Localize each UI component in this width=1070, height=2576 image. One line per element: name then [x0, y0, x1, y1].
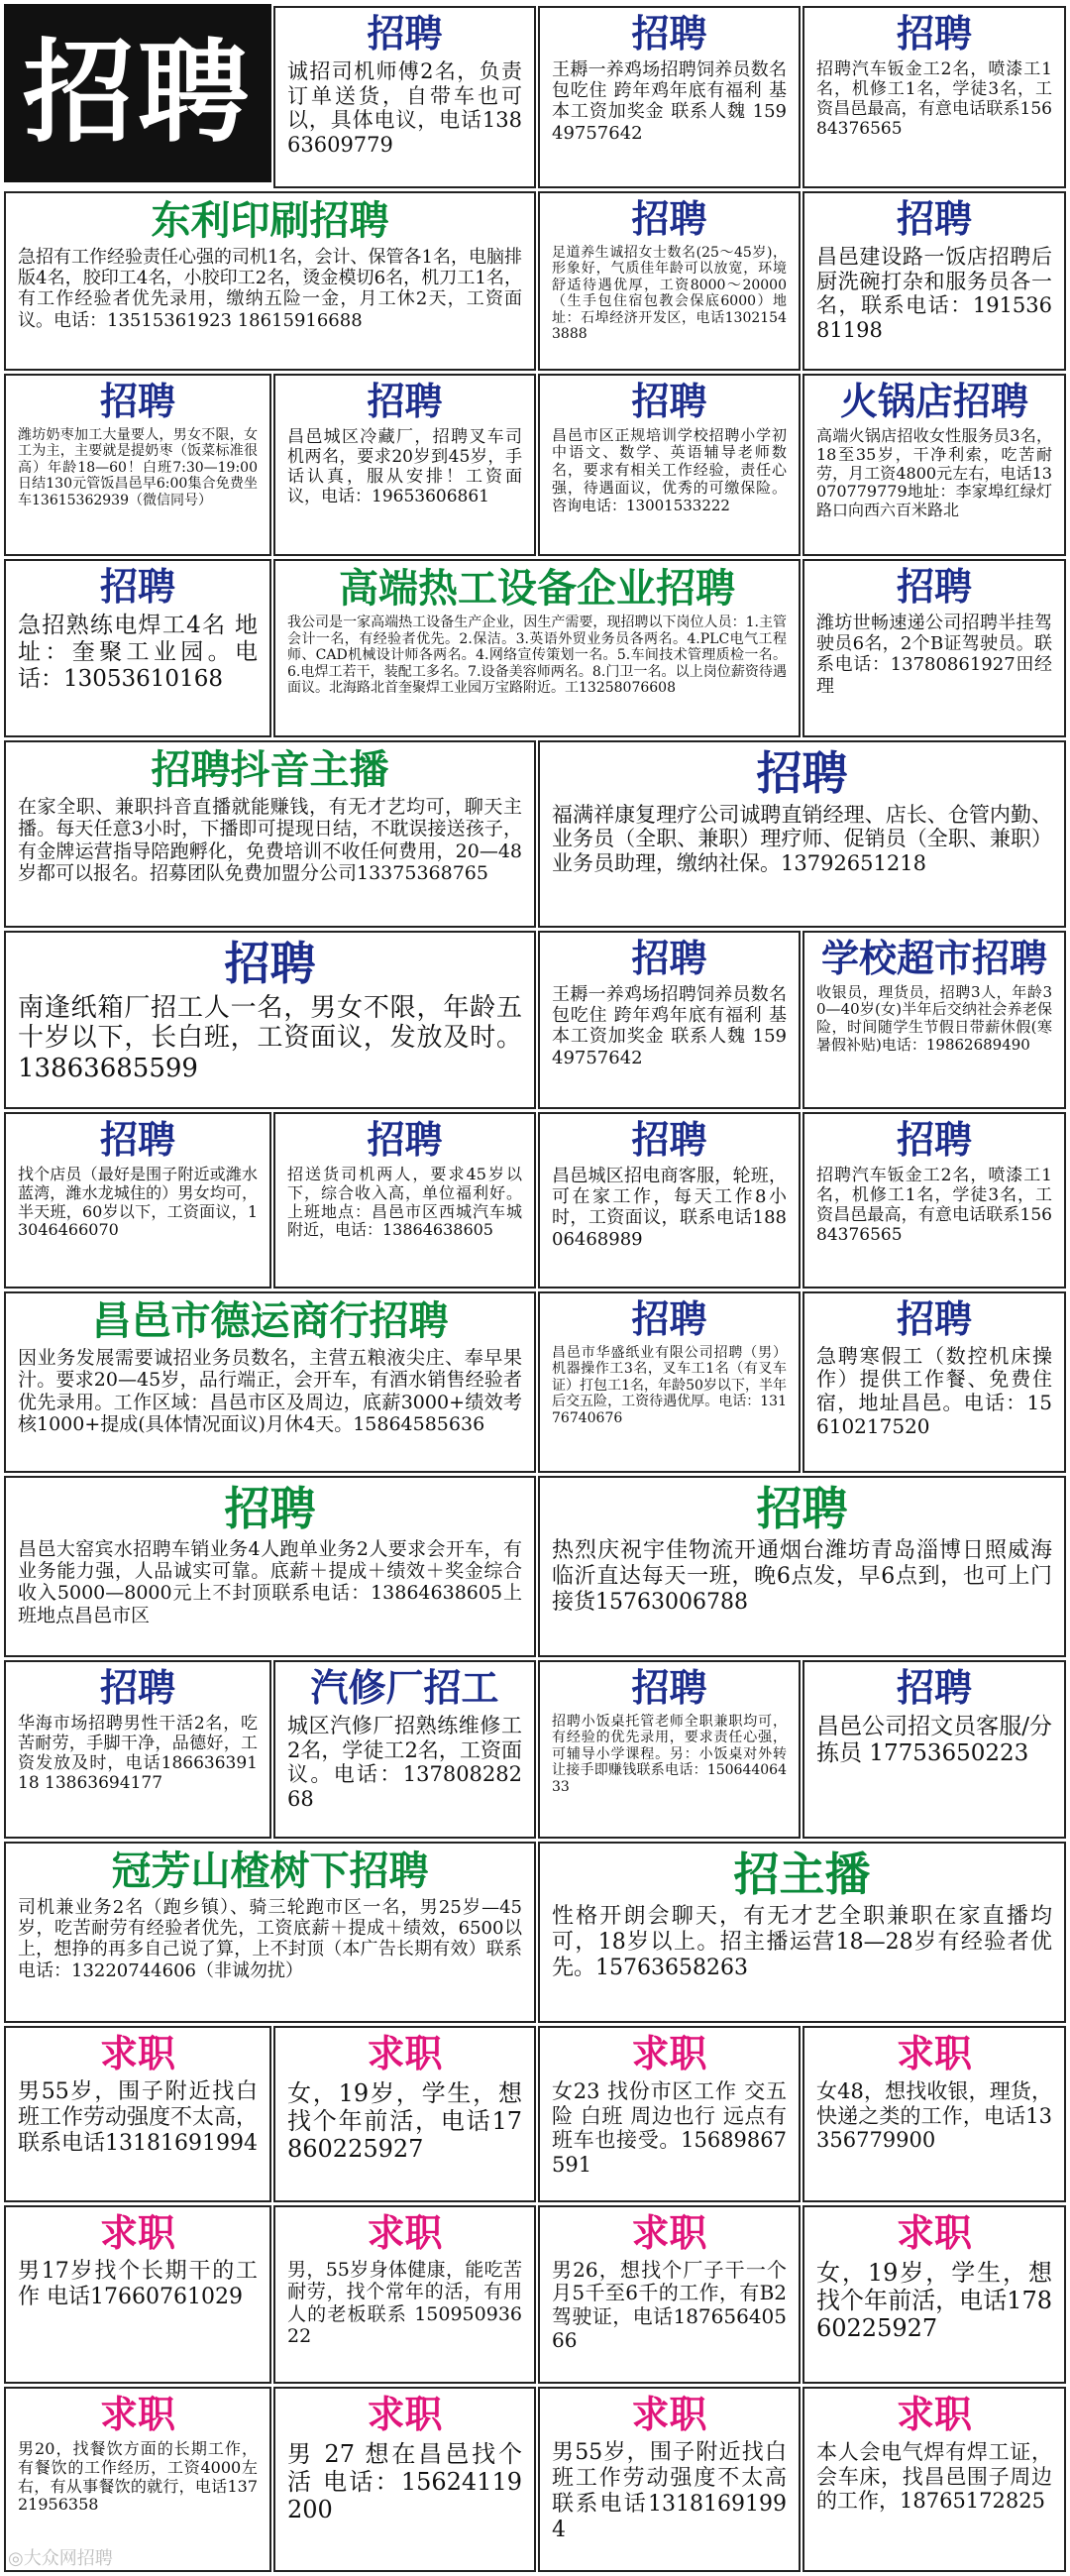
ad-26-title: 招聘: [224, 1484, 316, 1534]
ad-24-body: 昌邑市华盛纸业有限公司招聘（男）机器操作工3名，叉车工1名（有叉车证）打包工1名，年龄50岁以下，半年后交五险，工资待遇优厚。电话：13176740676: [552, 1344, 787, 1426]
ad-3-body: 招聘汽车钣金工2名，喷漆工1名，机修工1名，学徒3名，工资昌邑最高，有意电话联系15684376565: [816, 58, 1052, 139]
ad-25-body: 急聘寒假工（数控机床操作）提供工作餐、免费住宿，地址昌邑。电话：15610217520: [816, 1343, 1052, 1438]
job-seeker-6-body: 男，55岁身体健康，能吃苦耐劳，找个常年的活，有用人的老板联系 15095093622: [287, 2258, 522, 2348]
ad-5[interactable]: [538, 191, 801, 371]
watermark: ◎大众网招聘: [8, 2548, 113, 2569]
ad-19[interactable]: [4, 1112, 271, 1288]
ad-29-title: 汽修厂招工: [310, 1668, 499, 1710]
job-seeker-3-title: 求职: [631, 2034, 707, 2075]
job-seeker-12[interactable]: [802, 2387, 1066, 2572]
ad-22-title: 招聘: [896, 1120, 972, 1162]
ad-11-title: 招聘: [99, 567, 175, 609]
ad-16[interactable]: [4, 931, 536, 1109]
job-seeker-1[interactable]: [4, 2026, 271, 2202]
job-seeker-6-title: 求职: [367, 2213, 443, 2255]
ad-8[interactable]: [273, 374, 536, 556]
ad-19-body: 找个店员（最好是围子附近或潍水蓝湾，潍水龙城住的）男女均可，半天班，60岁以下，工资面议，13046466070: [18, 1164, 258, 1240]
ad-31-title: 招聘: [896, 1668, 972, 1710]
job-seeker-2[interactable]: [273, 2026, 536, 2202]
ad-17-body: 王耨一养鸡场招聘饲养员数名 包吃住 跨年鸡年底有福利 基本工资加奖金 联系人魏 15949757642: [552, 983, 787, 1068]
job-seeker-5-body: 男17岁找个长期干的工作 电话17660761029: [18, 2258, 258, 2309]
ad-6-body: 昌邑建设路一饭店招聘后厨洗碗打杂和服务员各一名，联系电话：19153681198: [816, 244, 1052, 343]
ad-27-body: 热烈庆祝宇佳物流开通烟台潍坊青岛淄博日照威海临沂直达每天一班，晚6点发，早6点到，也可上门接货15763006788: [552, 1537, 1052, 1615]
ad-24-title: 招聘: [631, 1299, 707, 1341]
ad-9-body: 昌邑市区正规培训学校招聘小学初中语文、数学、英语辅导老师数名，要求有相关工作经验，责任心强，待遇面议，优秀的可缴保险。咨询电话：13001533222: [552, 425, 787, 514]
ad-28[interactable]: [4, 1660, 271, 1839]
ad-16-body: 南逢纸箱厂招工人一名，男女不限，年龄五十岁以下，长白班，工资面议，发放及时。13863685599: [18, 992, 522, 1083]
ad-10-body: 高端火锅店招收女性服务员3名，18至35岁，干净利索，吃苦耐劳，月工资4800元左右，电话13070779779地址：李家埠红绿灯路口向西六百米路北: [816, 425, 1052, 520]
ad-18-body: 收银员，理货员，招聘3人，年龄30—40岁(女)半年后交纳社会养老保险，时间随学生节假日带薪休假(寒暑假补贴)电话：19862689490: [816, 982, 1052, 1054]
ad-5-body: 足道养生诚招女士数名(25～45岁)，形象好，气质佳年龄可以放宽，环境舒适待遇优厚，工资8000～20000（生手包住宿包教会保底6000）地址：石埠经济开发区，电话13021543888: [552, 244, 787, 343]
ad-27-title: 招聘: [756, 1484, 848, 1534]
ad-3-title: 招聘: [896, 14, 972, 56]
ad-20-body: 招送货司机两人，要求45岁以下，综合收入高，单位福利好。上班地点：昌邑市区西城汽车城附近，电话：13864638605: [287, 1164, 522, 1240]
ad-28-title: 招聘: [99, 1668, 175, 1710]
ad-17-title: 招聘: [631, 939, 707, 980]
ad-18[interactable]: [802, 931, 1066, 1109]
ad-4-body: 急招有工作经验责任心强的司机1名，会计、保管各1名，电脑排版4名，胶印工4名，小胶印工2名，烫金模切6名，机刀工1名，有工作经验者优先录用，缴纳五险一金，月工休2天，工资面议。电话：13515361923 18615916688: [18, 247, 522, 331]
ad-13[interactable]: [802, 559, 1066, 737]
ad-17[interactable]: [538, 931, 801, 1109]
ad-25[interactable]: [802, 1291, 1066, 1473]
ad-6[interactable]: [802, 191, 1066, 371]
ad-2-title: 招聘: [631, 14, 707, 56]
ad-20[interactable]: [273, 1112, 536, 1288]
ad-2-body: 王耨一养鸡场招聘饲养员数名 包吃住 跨年鸡年底有福利 基本工资加奖金 联系人魏 15949757642: [552, 58, 787, 144]
ad-32-body: 司机兼业务2名（跑乡镇）、骑三轮跑市区一名，男25岁—45岁，吃苦耐劳有经验者优先，工资底薪＋提成＋绩效，6500以上，想挣的再多自己说了算，上不封顶（本广告长期有效）联系电话：13220744606（非诚勿扰）: [18, 1897, 522, 1981]
job-seeker-12-body: 本人会电气焊有焊工证，会车床，找昌邑围子周边的工作，18765172825: [816, 2439, 1052, 2514]
ad-14-title: 招聘抖音主播: [151, 748, 389, 792]
job-seeker-9-title: 求职: [99, 2395, 175, 2436]
ad-33-title: 招主播: [733, 1849, 871, 1900]
job-seeker-11-body: 男55岁，围子附近找白班工作劳动强度不太高联系电话13181691994: [552, 2439, 787, 2542]
ad-14[interactable]: [4, 740, 536, 928]
job-seeker-10-title: 求职: [367, 2395, 443, 2436]
ad-33-body: 性格开朗会聊天，有无才艺全职兼职在家直播均可，18岁以上。招主播运营18—28岁有经验者优先。15763658263: [552, 1903, 1052, 1980]
ad-32-title: 冠芳山楂树下招聘: [111, 1849, 429, 1893]
job-seeker-7-body: 男26，想找个厂子干一个月5千至6千的工作，有B2驾驶证，电话18765640566: [552, 2257, 787, 2352]
ad-11-body: 急招熟练电焊工4名 地址：奎聚工业园。电话：13053610168: [18, 612, 258, 693]
ad-1-body: 诚招司机师傅2名，负责订单送货，自带车也可以，具体电议，电话13863609779: [287, 58, 522, 158]
ad-18-title: 学校超市招聘: [820, 939, 1047, 980]
job-seeker-7[interactable]: [538, 2205, 801, 2384]
ad-28-body: 华海市场招聘男性干活2名，吃苦耐劳，手脚干净，品德好，工资发放及时，电话18663639118 13863694177: [18, 1713, 258, 1793]
ad-31-body: 昌邑公司招文员客服/分拣员 17753650223: [816, 1713, 1052, 1766]
ad-7[interactable]: [4, 374, 271, 556]
ad-8-body: 昌邑城区冷藏厂，招聘叉车司机两名，要求20岁到45岁，手话认真，服从安排！工资面议，电话：19653606861: [287, 426, 522, 506]
ad-15-title: 招聘: [756, 748, 848, 799]
ad-29-body: 城区汽修厂招熟练维修工2名，学徒工2名，工资面议。电话：13780828268: [287, 1713, 522, 1812]
ad-24[interactable]: [538, 1291, 801, 1473]
ad-12-body: 我公司是一家高端热工设备生产企业，因生产需要，现招聘以下岗位人员：1.主管会计一名，有经验者优先。2.保洁。3.英语外贸业务员各两名。4.PLC电气工程师、CAD机械设计师各两名。4.网络宣传策划一名。5.车间技术管理质检一名。6.电焊工若干，装配工多名。7.设备美容师两名。8.门卫一名。以上岗位薪资待遇面议。北海路北首奎聚焊工业园万宝路附近。工13258076608: [287, 615, 787, 697]
job-seeker-11-title: 求职: [631, 2395, 707, 2436]
ad-29[interactable]: [273, 1660, 536, 1839]
ad-21-body: 昌邑城区招电商客服，轮班，可在家工作，每天工作8小时，工资面议，联系电话18806468989: [552, 1165, 787, 1250]
ad-27[interactable]: [538, 1476, 1066, 1657]
ad-32[interactable]: [4, 1842, 536, 2023]
job-seeker-4[interactable]: [802, 2026, 1066, 2202]
job-seeker-8[interactable]: [802, 2205, 1066, 2384]
masthead-logo: 招聘: [4, 4, 271, 182]
ad-6-title: 招聘: [896, 199, 972, 241]
ad-30[interactable]: [538, 1660, 801, 1839]
job-seeker-1-title: 求职: [99, 2034, 175, 2075]
job-seeker-4-title: 求职: [896, 2034, 972, 2075]
ad-15-body: 福满祥康复理疗公司诚聘直销经理、店长、仓管内勤、业务员（全职、兼职）理疗师、促销员（全职、兼职）业务员助理，缴纳社保。13792651218: [552, 802, 1052, 876]
job-seeker-5[interactable]: [4, 2205, 271, 2384]
ad-13-body: 潍坊世畅速递公司招聘半挂驾驶员6名，2个B证驾驶员。联系电话：13780861927田经理: [816, 612, 1052, 697]
ad-10[interactable]: [802, 374, 1066, 556]
ad-9-title: 招聘: [631, 382, 707, 423]
ad-33[interactable]: [538, 1842, 1066, 2023]
ad-22-body: 招聘汽车钣金工2名，喷漆工1名，机修工1名，学徒3名，工资昌邑最高，有意电话联系15684376565: [816, 1165, 1052, 1245]
ad-23-title: 昌邑市德运商行招聘: [91, 1299, 449, 1343]
ad-30-title: 招聘: [631, 1668, 707, 1710]
ad-23-body: 因业务发展需要诚招业务员数名，主营五粮液尖庄、奉早果汁。要求20—45岁，品行端正，会开车，有酒水销售经验者优先录用。工作区域：昌邑市区及周边，底薪3000+绩效考核1000+提成(具体情况面议)月休4天。15864585636: [18, 1347, 522, 1436]
ad-30-body: 招聘小饭桌托管老师全职兼职均可，有经验的优先录用，要求责任心强，可辅导小学课程。另：小饭桌对外转让接手即赚钱联系电话：15064406433: [552, 1713, 787, 1795]
ad-9[interactable]: [538, 374, 801, 556]
ad-3[interactable]: [802, 6, 1066, 188]
job-seeker-3-body: 女23 找份市区工作 交五险 白班 周边也行 远点有班车也接受。15689867591: [552, 2078, 787, 2178]
job-seeker-10[interactable]: [273, 2387, 536, 2572]
ad-31[interactable]: [802, 1660, 1066, 1839]
ad-21-title: 招聘: [631, 1120, 707, 1162]
ad-10-title: 火锅店招聘: [839, 382, 1028, 423]
ad-20-title: 招聘: [367, 1120, 443, 1162]
job-seeker-2-title: 求职: [367, 2034, 443, 2075]
job-seeker-8-title: 求职: [896, 2213, 972, 2255]
job-seeker-2-body: 女，19岁，学生，想找个年前活，电话17860225927: [287, 2078, 522, 2164]
ad-12-title: 高端热工设备企业招聘: [339, 567, 735, 611]
ad-14-body: 在家全职、兼职抖音直播就能赚钱，有无才艺均可，聊天主播。每天任意3小时，下播即可提现日结，不耽误接送孩子，有金牌运营指导陪跑孵化，免费培训不收任何费用，20—48岁都可以报名。招募团队免费加盟分公司13375368765: [18, 796, 522, 885]
ad-16-title: 招聘: [224, 939, 316, 989]
ad-12[interactable]: [273, 559, 801, 737]
ad-4-title: 东利印刷招聘: [151, 199, 389, 243]
job-seeker-6[interactable]: [273, 2205, 536, 2384]
job-seeker-4-body: 女48，想找收银，理货，快递之类的工作，电话13356779900: [816, 2078, 1052, 2153]
ad-7-body: 潍坊奶枣加工大量要人，男女不限，女工为主，主要就是提奶枣（饭菜标准很高）年龄18—60！白班7:30—19:00日结130元管饭昌邑早6:00集合免费坐车13615362939（微信同号）: [18, 426, 258, 508]
ad-5-title: 招聘: [631, 199, 707, 241]
job-seeker-7-title: 求职: [631, 2213, 707, 2255]
ad-13-title: 招聘: [896, 567, 972, 609]
ad-26[interactable]: [4, 1476, 536, 1657]
job-seeker-3[interactable]: [538, 2026, 801, 2202]
ad-15[interactable]: [538, 740, 1066, 928]
ad-22[interactable]: [802, 1112, 1066, 1288]
job-seeker-9-body: 男20，找餐饮方面的长期工作，有餐饮的工作经历，工资4000左右，有从事餐饮的就行，电话13721956358: [18, 2438, 258, 2515]
job-seeker-12-title: 求职: [896, 2395, 972, 2436]
ad-23[interactable]: [4, 1291, 536, 1473]
ad-1-title: 招聘: [367, 14, 443, 56]
job-seeker-11[interactable]: [538, 2387, 801, 2572]
ad-1[interactable]: [273, 6, 536, 188]
ad-2[interactable]: [538, 6, 801, 188]
ad-4[interactable]: [4, 191, 536, 371]
ad-21[interactable]: [538, 1112, 801, 1288]
job-seeker-10-body: 男 27 想在昌邑找个活 电话：15624119200: [287, 2439, 522, 2524]
ad-7-title: 招聘: [99, 382, 175, 423]
ad-26-body: 昌邑大窑宾水招聘车销业务4人跑单业务2人要求会开车，有业务能力强，人品诚实可靠。底薪＋提成＋绩效＋奖金综合收入5000—8000元上不封顶联系电话：13864638605上班地点昌邑市区: [18, 1537, 522, 1626]
ad-8-title: 招聘: [367, 382, 443, 423]
job-seeker-1-body: 男55岁，围子附近找白班工作劳动强度不太高，联系电话13181691994: [18, 2078, 259, 2156]
ad-25-title: 招聘: [896, 1299, 972, 1341]
job-seeker-8-body: 女，19岁，学生，想找个年前活，电话17860225927: [816, 2258, 1052, 2343]
job-seeker-5-title: 求职: [99, 2213, 175, 2255]
ad-11[interactable]: [4, 559, 271, 737]
ad-19-title: 招聘: [99, 1120, 175, 1162]
